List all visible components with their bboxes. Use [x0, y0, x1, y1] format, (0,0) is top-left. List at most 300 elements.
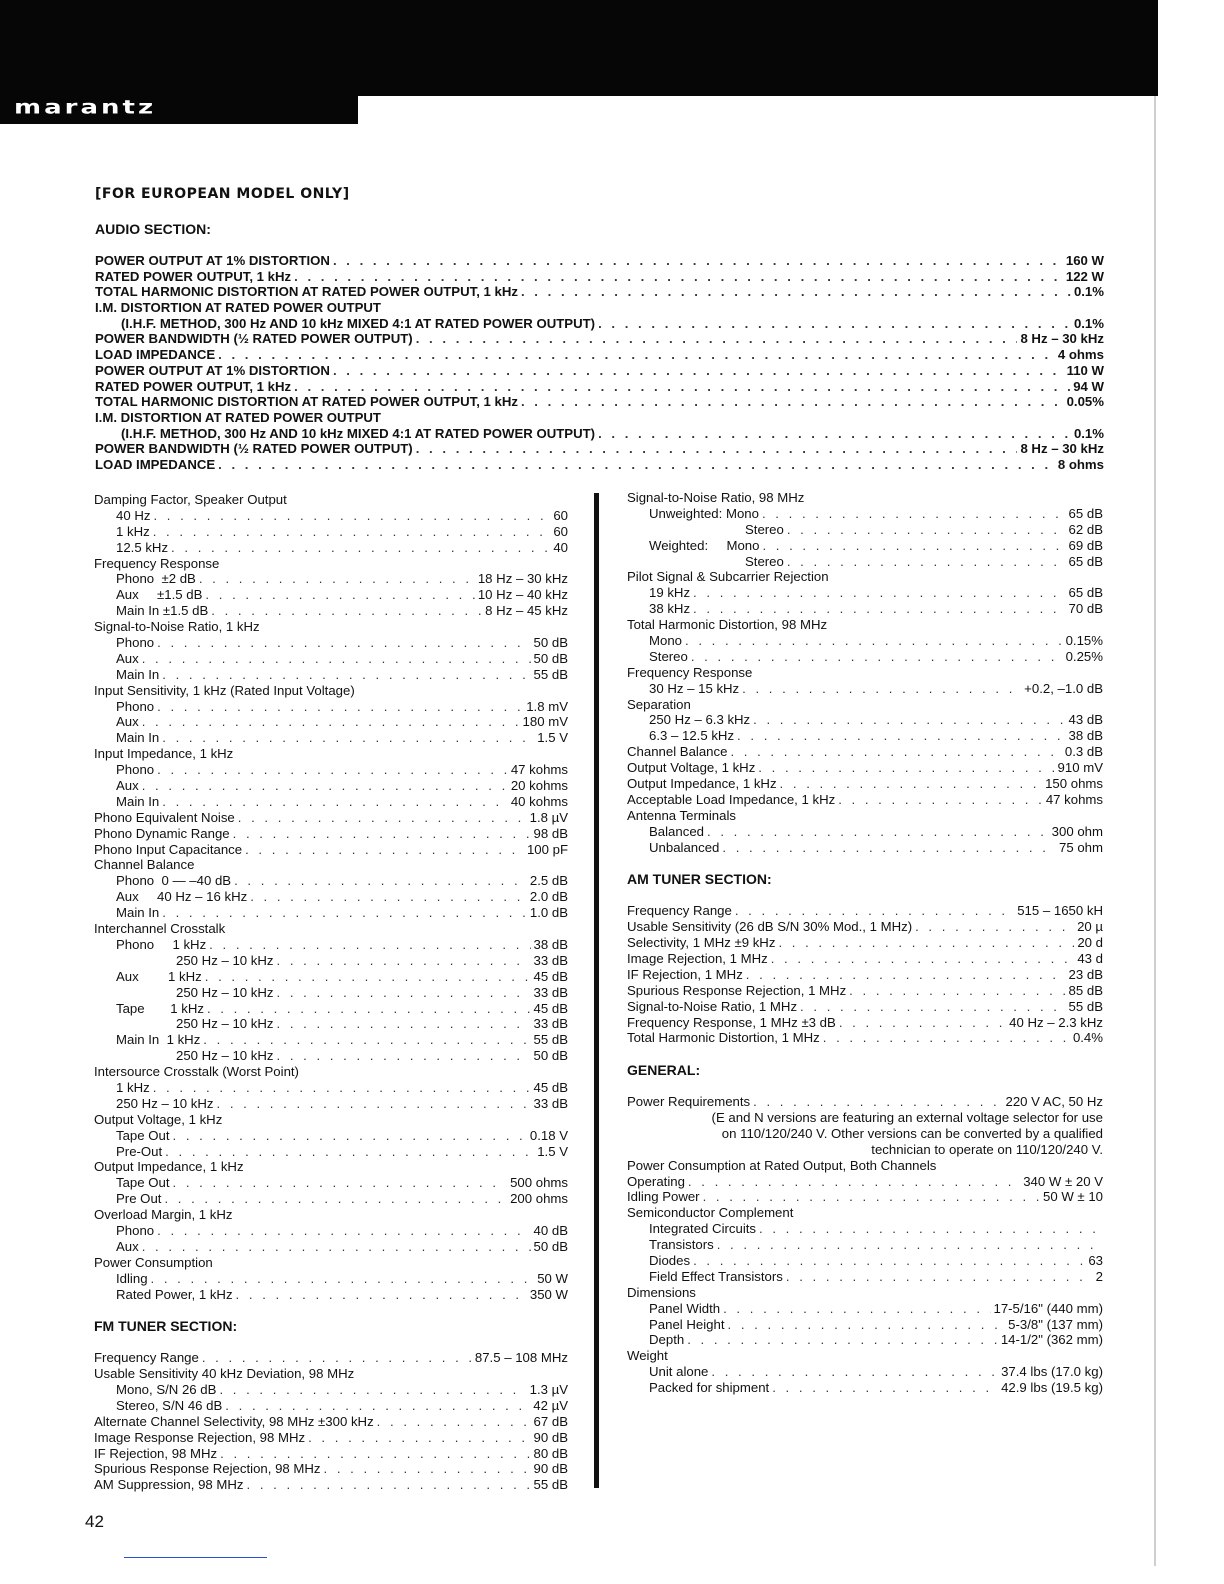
spec-label: Aux — [116, 778, 139, 794]
spec-label: POWER OUTPUT AT 1% DISTORTION — [95, 362, 330, 378]
leader-dots — [250, 889, 527, 905]
spacer — [627, 887, 1103, 903]
spec-group-label: Input Impedance, 1 kHz — [94, 746, 234, 762]
leader-dots — [693, 601, 1065, 617]
spec-label: POWER BANDWIDTH (½ RATED POWER OUTPUT) — [95, 441, 413, 457]
column-divider — [594, 493, 599, 1488]
spec-value: 1.0 dB — [529, 905, 568, 921]
spec-label: POWER OUTPUT AT 1% DISTORTION — [95, 253, 330, 268]
leader-dots — [205, 587, 474, 603]
spec-row — [627, 1317, 1103, 1333]
spec-row — [627, 601, 1103, 617]
spec-value: 14-1/2" (362 mm) — [1000, 1332, 1103, 1348]
leader-dots — [225, 1398, 530, 1414]
leader-dots — [728, 1317, 1006, 1333]
spec-row — [94, 1239, 568, 1255]
spec-label: Panel Width — [649, 1300, 721, 1316]
spec-label: Tape 1 kHz — [116, 1000, 204, 1016]
spec-row — [94, 1271, 568, 1287]
spec-row — [94, 603, 568, 619]
spec-row — [94, 540, 568, 556]
spec-value: 0.4% — [1072, 1030, 1103, 1046]
spec-row — [627, 585, 1103, 601]
spec-row — [627, 999, 1103, 1015]
spec-label: 38 kHz — [649, 601, 691, 617]
spec-row — [627, 1380, 1103, 1396]
spec-label: 30 Hz – 15 kHz — [649, 680, 740, 696]
spec-label: Phono Input Capacitance — [94, 841, 243, 857]
leader-dots — [199, 571, 475, 587]
spec-value: 2.0 dB — [529, 889, 568, 905]
leader-dots — [151, 1271, 535, 1287]
spec-label: Channel Balance — [627, 744, 728, 760]
leader-dots — [780, 776, 1043, 792]
spec-label: Spurious Response Rejection, 1 MHz — [627, 982, 847, 998]
spec-label: Panel Height — [649, 1316, 725, 1332]
spec-value: 94 W — [1073, 378, 1104, 394]
leader-dots — [839, 1015, 1006, 1031]
spec-value: 4 ohms — [1057, 347, 1104, 363]
spec-row — [627, 744, 1103, 760]
spec-row — [94, 1430, 568, 1446]
spec-label: Stereo, S/N 46 dB — [116, 1397, 223, 1413]
spec-label: Unit alone — [649, 1364, 709, 1380]
spec-row — [627, 728, 1103, 744]
spec-label: Power Requirements — [627, 1094, 751, 1110]
spec-value: 340 W ± 20 V — [1023, 1173, 1103, 1189]
spec-label: 6.3 – 12.5 kHz — [649, 728, 735, 744]
spec-label: Idling — [116, 1270, 148, 1286]
spec-label: Total Harmonic Distortion, 1 MHz — [627, 1030, 820, 1046]
leader-dots — [277, 1048, 531, 1064]
spec-group-label: Damping Factor, Speaker Output — [94, 492, 287, 507]
audio-section-heading: AUDIO SECTION: — [95, 221, 211, 237]
spec-value: 50 W — [537, 1270, 568, 1286]
leader-dots — [711, 1364, 998, 1380]
leader-dots — [277, 985, 531, 1001]
spec-group-label: Signal-to-Noise Ratio, 1 kHz — [94, 619, 260, 635]
spec-value: 1.8 mV — [526, 698, 568, 714]
spec-row — [95, 426, 1104, 442]
spec-value: 37.4 lbs (17.0 kg) — [1001, 1364, 1103, 1380]
spec-label: 250 Hz – 10 kHz — [176, 1016, 274, 1032]
leader-dots — [772, 1380, 998, 1396]
spec-row — [95, 441, 1104, 457]
spec-value: 90 dB — [533, 1429, 568, 1445]
leader-dots — [598, 426, 1071, 442]
spec-row — [627, 554, 1103, 570]
spec-row — [94, 730, 568, 746]
spec-label: AM Suppression, 98 MHz — [94, 1477, 244, 1493]
spec-label: Usable Sensitivity (26 dB S/N 30% Mod., 1 MHz) — [627, 919, 913, 935]
spec-value: 20 µ — [1077, 919, 1103, 935]
spec-label: Phono 0 — –40 dB — [116, 873, 232, 889]
leader-dots — [218, 347, 1055, 363]
spec-value: 180 mV — [522, 714, 568, 730]
leader-dots — [171, 540, 550, 556]
spec-value: 75 ohm — [1059, 839, 1103, 855]
spec-group-label: Channel Balance — [94, 857, 195, 873]
spec-group-label: Frequency Response — [627, 664, 753, 680]
spec-row — [94, 1048, 568, 1064]
spec-value: 20 kohms — [510, 778, 568, 794]
note-line: on 110/120/240 V. Other versions can be converted by a qualified — [721, 1125, 1103, 1141]
leader-dots — [142, 651, 531, 667]
spec-row — [95, 394, 1104, 410]
spec-row — [95, 331, 1104, 347]
leader-dots — [333, 253, 1063, 269]
spec-label: Aux — [116, 1238, 139, 1254]
leader-dots — [823, 1030, 1070, 1046]
section-heading: AM TUNER SECTION: — [627, 871, 772, 888]
spec-value: 33 dB — [533, 1016, 568, 1032]
leader-dots — [209, 937, 530, 953]
spec-group-label: Intersource Crosstalk (Worst Point) — [94, 1064, 299, 1080]
leader-dots — [324, 1461, 531, 1477]
spec-value: 40 dB — [533, 1222, 568, 1238]
spec-value: 43 d — [1077, 950, 1103, 966]
spec-value: 50 dB — [533, 635, 568, 651]
spec-row — [94, 699, 568, 715]
spec-row — [94, 762, 568, 778]
spec-row — [94, 905, 568, 921]
leader-dots — [722, 840, 1056, 856]
spec-row — [94, 937, 568, 953]
spec-group-label: Power Consumption at Rated Output, Both Channels — [627, 1157, 937, 1173]
spec-value: 2 — [1095, 1268, 1103, 1284]
leader-dots — [746, 967, 1066, 983]
spec-label: Spurious Response Rejection, 98 MHz — [94, 1461, 321, 1477]
spec-label: TOTAL HARMONIC DISTORTION AT RATED POWER OUTPUT, 1 kHz — [95, 284, 518, 300]
leader-dots — [162, 794, 508, 810]
spec-group-label: Total Harmonic Distortion, 98 MHz — [627, 617, 828, 633]
spec-value: 0.1% — [1073, 425, 1104, 441]
spec-value: 98 dB — [533, 825, 568, 841]
spec-value: 65 dB — [1068, 505, 1103, 521]
spec-value: 0.3 dB — [1064, 744, 1103, 760]
spec-row — [94, 635, 568, 651]
leader-dots — [849, 983, 1065, 999]
spec-row — [94, 778, 568, 794]
spec-value: 47 kohms — [510, 762, 568, 778]
spec-label: Operating — [627, 1173, 685, 1189]
spec-row — [627, 1221, 1103, 1237]
spec-row — [94, 969, 568, 985]
spec-label: Aux ±1.5 dB — [116, 587, 203, 603]
leader-dots — [205, 969, 531, 985]
spec-row — [627, 1015, 1103, 1031]
spec-row — [627, 951, 1103, 967]
spec-label: Frequency Range — [627, 903, 732, 919]
spec-row — [95, 269, 1104, 285]
spec-row — [94, 1144, 568, 1160]
leader-dots — [203, 1032, 530, 1048]
spec-value: 1.3 µV — [529, 1381, 568, 1397]
spec-label: Transistors — [649, 1237, 714, 1253]
spec-row — [627, 792, 1103, 808]
spec-label: Tape Out — [116, 1127, 170, 1143]
spec-row — [627, 824, 1103, 840]
header-bar — [0, 0, 1158, 96]
spec-row — [627, 776, 1103, 792]
spec-value: 90 dB — [533, 1461, 568, 1477]
spec-row-label: I.M. DISTORTION AT RATED POWER OUTPUT — [95, 300, 381, 316]
spec-value: 20 d — [1077, 935, 1103, 951]
spec-label: Phono — [116, 698, 155, 714]
spec-label: Phono ±2 dB — [116, 571, 196, 587]
spec-value: 70 dB — [1068, 601, 1103, 617]
spec-row — [95, 457, 1104, 473]
spec-group-label: Signal-to-Noise Ratio, 98 MHz — [627, 490, 805, 505]
spec-value: 40 — [553, 539, 568, 555]
spec-label: 19 kHz — [649, 585, 691, 601]
spec-row — [627, 919, 1103, 935]
spec-label: Phono — [116, 762, 155, 778]
spec-label: Selectivity, 1 MHz ±9 kHz — [627, 935, 776, 951]
spacer — [627, 1046, 1103, 1062]
spec-label: Image Rejection, 1 MHz — [627, 950, 768, 966]
leader-dots — [245, 842, 524, 858]
spacer — [627, 1078, 1103, 1094]
leader-dots — [157, 1223, 530, 1239]
spec-value: 300 ohm — [1051, 823, 1103, 839]
spec-row — [94, 1128, 568, 1144]
spec-row — [627, 840, 1103, 856]
leader-dots — [598, 316, 1071, 332]
spacer — [627, 855, 1103, 871]
spec-row — [627, 1189, 1103, 1205]
spec-label: TOTAL HARMONIC DISTORTION AT RATED POWER OUTPUT, 1 kHz — [95, 394, 518, 410]
note-line: (E and N versions are featuring an external voltage selector for use — [711, 1109, 1103, 1125]
spec-label: Aux — [116, 650, 139, 666]
spec-row — [627, 1269, 1103, 1285]
spec-row — [94, 1350, 568, 1366]
leader-dots — [207, 1001, 531, 1017]
spec-label: Aux 1 kHz — [116, 968, 202, 984]
spec-value: 55 dB — [533, 1032, 568, 1048]
spec-row — [94, 1032, 568, 1048]
spec-value: 160 W — [1065, 253, 1104, 268]
leader-dots — [333, 363, 1064, 379]
spec-value: 60 — [553, 523, 568, 539]
spec-row — [627, 983, 1103, 999]
spec-value: 150 ohms — [1045, 776, 1103, 792]
spec-label: RATED POWER OUTPUT, 1 kHz — [95, 268, 292, 284]
spec-row — [627, 1237, 1103, 1253]
right-spec-column — [627, 490, 1103, 1396]
spec-value: 1.5 V — [537, 1143, 568, 1159]
spec-value: 1.8 µV — [529, 809, 568, 825]
spec-label: Balanced — [649, 823, 704, 839]
spec-label: IF Rejection, 1 MHz — [627, 966, 743, 982]
leader-dots — [277, 1016, 531, 1032]
leader-dots — [693, 585, 1065, 601]
spec-value: 69 dB — [1068, 537, 1103, 553]
leader-dots — [416, 441, 1018, 457]
spec-value: 5-3/8" (137 mm) — [1008, 1316, 1103, 1332]
spec-label: Unbalanced — [649, 839, 720, 855]
spec-value: 47 kohms — [1045, 791, 1103, 807]
spec-label: Phono 1 kHz — [116, 936, 207, 952]
spec-value: 0.1% — [1073, 284, 1104, 300]
spec-value: 33 dB — [533, 984, 568, 1000]
spec-value: 110 W — [1066, 362, 1104, 378]
spec-value: 122 W — [1065, 268, 1104, 284]
spec-group-label: Semiconductor Complement — [627, 1205, 794, 1221]
spec-row — [627, 1253, 1103, 1269]
leader-dots — [162, 667, 530, 683]
spec-value: 38 dB — [1068, 728, 1103, 744]
spec-group-label: Antenna Terminals — [627, 807, 736, 823]
spec-value: 43 dB — [1068, 712, 1103, 728]
spec-value: 67 dB — [533, 1413, 568, 1429]
leader-dots — [685, 633, 1063, 649]
leader-dots — [377, 1414, 531, 1430]
spec-value: 100 pF — [526, 841, 568, 857]
spec-label: IF Rejection, 98 MHz — [94, 1445, 218, 1461]
spec-label: Phono — [116, 635, 155, 651]
spec-row — [94, 1191, 568, 1207]
spec-value: 500 ohms — [510, 1175, 568, 1191]
spec-label: Unweighted: Mono — [649, 505, 759, 521]
spec-label: Pre-Out — [116, 1143, 163, 1159]
spec-row — [94, 889, 568, 905]
brand-logo: marantz — [14, 97, 157, 119]
spec-label: 250 Hz – 10 kHz — [116, 1095, 214, 1111]
spec-label: Main In — [116, 793, 160, 809]
leader-dots — [153, 1080, 531, 1096]
spec-value: 50 dB — [533, 1238, 568, 1254]
leader-dots — [220, 1446, 530, 1462]
spec-row — [94, 953, 568, 969]
page-number: 42 — [85, 1512, 104, 1531]
spec-row — [94, 1382, 568, 1398]
spec-value: 8 Hz – 30 kHz — [1020, 331, 1104, 347]
leader-dots — [787, 522, 1066, 538]
leader-dots — [521, 284, 1071, 300]
spec-value: 87.5 – 108 MHz — [474, 1350, 568, 1366]
spec-row — [94, 1446, 568, 1462]
leader-dots — [236, 1287, 527, 1303]
spec-row — [627, 1332, 1103, 1348]
spec-value: 8 Hz – 30 kHz — [1020, 441, 1104, 457]
spec-group-label: Input Sensitivity, 1 kHz (Rated Input Voltage) — [94, 682, 355, 698]
spec-value: 45 dB — [533, 1000, 568, 1016]
leader-dots — [142, 1239, 531, 1255]
spec-row — [627, 506, 1103, 522]
leader-dots — [742, 681, 1021, 697]
spec-value: 38 dB — [533, 936, 568, 952]
leader-dots — [173, 1175, 508, 1191]
spec-group-label: Usable Sensitivity 40 kHz Deviation, 98 MHz — [94, 1366, 355, 1382]
spec-row — [627, 538, 1103, 554]
spec-row — [94, 1223, 568, 1239]
leader-dots — [521, 394, 1064, 410]
spec-row — [94, 1398, 568, 1414]
leader-dots — [693, 1253, 1085, 1269]
spec-label: Phono Equivalent Noise — [94, 809, 235, 825]
spec-value: 80 dB — [533, 1445, 568, 1461]
spec-value: 33 dB — [533, 1095, 568, 1111]
spec-label: Main In 1 kHz — [116, 1032, 201, 1048]
spec-row — [94, 1001, 568, 1017]
spec-value: 350 W — [529, 1286, 568, 1302]
spec-row — [94, 810, 568, 826]
spec-group-label: Separation — [627, 696, 691, 712]
spec-value: 62 dB — [1068, 521, 1103, 537]
spec-label: 250 Hz – 10 kHz — [176, 984, 274, 1000]
leader-dots — [838, 792, 1043, 808]
leader-dots — [294, 379, 1070, 395]
spec-value: 220 V AC, 50 Hz — [1005, 1094, 1103, 1110]
spec-label: Mono — [649, 633, 682, 649]
leader-dots — [915, 919, 1074, 935]
leader-dots — [762, 538, 1065, 554]
leader-dots — [786, 1269, 1093, 1285]
spec-group-label: Weight — [627, 1348, 668, 1364]
spec-label: Idling Power — [627, 1189, 700, 1205]
spec-value: 60 — [553, 507, 568, 523]
spec-label: LOAD IMPEDANCE — [95, 456, 216, 472]
spec-value: 55 dB — [533, 1477, 568, 1493]
spec-value: 8 Hz – 45 kHz — [485, 603, 568, 619]
spec-group-label: Output Impedance, 1 kHz — [94, 1159, 244, 1175]
spec-label: Frequency Response, 1 MHz ±3 dB — [627, 1014, 836, 1030]
spec-group-label: Output Voltage, 1 kHz — [94, 1111, 223, 1127]
spec-row — [95, 284, 1104, 300]
leader-dots — [142, 778, 508, 794]
leader-dots — [294, 269, 1063, 285]
leader-dots — [142, 714, 520, 730]
spec-label: (I.H.F. METHOD, 300 Hz AND 10 kHz MIXED 4:1 AT RATED POWER OUTPUT) — [121, 315, 596, 331]
leader-dots — [691, 649, 1063, 665]
spec-group-label: Dimensions — [627, 1284, 696, 1300]
spec-row — [627, 1174, 1103, 1190]
spec-row — [94, 651, 568, 667]
leader-dots — [153, 524, 551, 540]
spec-row-label: I.M. DISTORTION AT RATED POWER OUTPUT — [95, 409, 381, 425]
spec-row — [627, 1094, 1103, 1110]
leader-dots — [800, 999, 1065, 1015]
spec-label: Weighted: Mono — [649, 537, 760, 553]
spec-value: 42.9 lbs (19.5 kg) — [1001, 1380, 1103, 1396]
leader-dots — [153, 508, 550, 524]
spec-value: 40 Hz – 2.3 kHz — [1009, 1014, 1103, 1030]
leader-dots — [759, 1221, 1100, 1237]
leader-dots — [247, 1477, 531, 1493]
spec-label: Frequency Range — [94, 1350, 199, 1366]
spec-value: 10 Hz – 40 kHz — [477, 587, 568, 603]
spacer — [94, 1302, 568, 1318]
leader-dots — [162, 905, 527, 921]
spec-label: Phono — [116, 1222, 155, 1238]
spec-value: 45 dB — [533, 1079, 568, 1095]
spec-label: 250 Hz – 10 kHz — [176, 1048, 274, 1064]
spec-label: LOAD IMPEDANCE — [95, 347, 216, 363]
spec-row — [94, 667, 568, 683]
spec-group-label: Pilot Signal & Subcarrier Rejection — [627, 569, 829, 585]
spec-row — [95, 253, 1104, 269]
spec-row — [627, 649, 1103, 665]
spec-group-label: Frequency Response — [94, 555, 220, 571]
leader-dots — [233, 826, 531, 842]
spec-value: 50 dB — [533, 1048, 568, 1064]
spec-label: Main In — [116, 730, 160, 746]
leader-dots — [778, 935, 1074, 951]
spec-label: 12.5 kHz — [116, 539, 169, 555]
leader-dots — [238, 810, 527, 826]
leader-dots — [217, 1096, 531, 1112]
